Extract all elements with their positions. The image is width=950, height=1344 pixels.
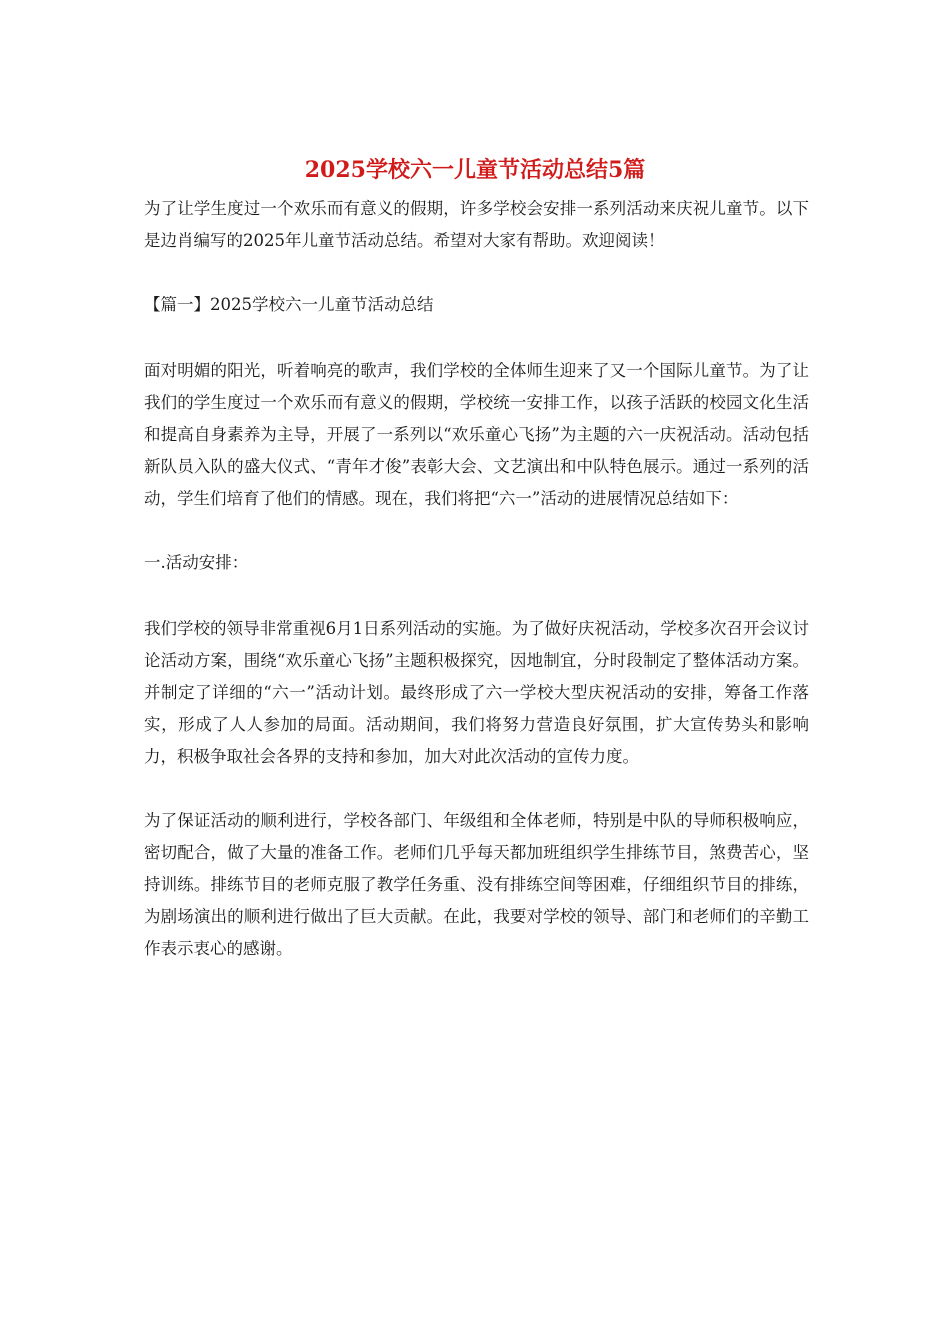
document-body [144, 193, 809, 997]
body-paragraph-2: 我们学校的领导非常重视6月1日系列活动的实施。为了做好庆祝活动，学校多次召开会议讨论活动方案，围绕“欢乐童心飞扬”主题积极探究，因地制宜，分时段制定了整体活动方案。并制定了详细的“六一”活动计划。最终形成了六一学校大型庆祝活动的安排，筹备工作落实，形成了人人参加的局面。活动期间，我们将努力营造良好氛围，扩大宣传势头和影响力，积极争取社会各界的支持和参加，加大对此次活动的宣传力度。 [144, 619, 809, 766]
intro-paragraph: 为了让学生度过一个欢乐而有意义的假期，许多学校会安排一系列活动来庆祝儿童节。以下是边肖编写的2025年儿童节活动总结。希望对大家有帮助。欢迎阅读！ [144, 199, 809, 250]
subheading-activity-arrangement: 一.活动安排： [144, 553, 249, 572]
body-paragraph-3: 为了保证活动的顺利进行，学校各部门、年级组和全体老师，特别是中队的导师积极响应，密切配合，做了大量的准备工作。老师们几乎每天都加班组织学生排练节目，煞费苦心，坚持训练。排练节目的老师克服了教学任务重、没有排练空间等困难，仔细组织节目的排练，为剧场演出的顺利进行做出了巨大贡献。在此，我要对学校的领导、部门和老师们的辛勤工作表示衷心的感谢。 [144, 811, 809, 958]
body-paragraph-1: 面对明媚的阳光，听着响亮的歌声，我们学校的全体师生迎来了又一个国际儿童节。为了让我们的学生度过一个欢乐而有意义的假期，学校统一安排工作，以孩子活跃的校园文化生活和提高自身素养为主导，开展了一系列以“欢乐童心飞扬”为主题的六一庆祝活动。活动包括新队员入队的盛大仪式、“青年才俊”表彰大会、文艺演出和中队特色展示。通过一系列的活动，学生们培育了他们的情感。现在，我们将把“六一”活动的进展情况总结如下： [144, 361, 809, 508]
section-heading: 【篇一】2025学校六一儿童节活动总结 [144, 295, 434, 314]
document-title: 2025学校六一儿童节活动总结5篇 [304, 157, 646, 183]
